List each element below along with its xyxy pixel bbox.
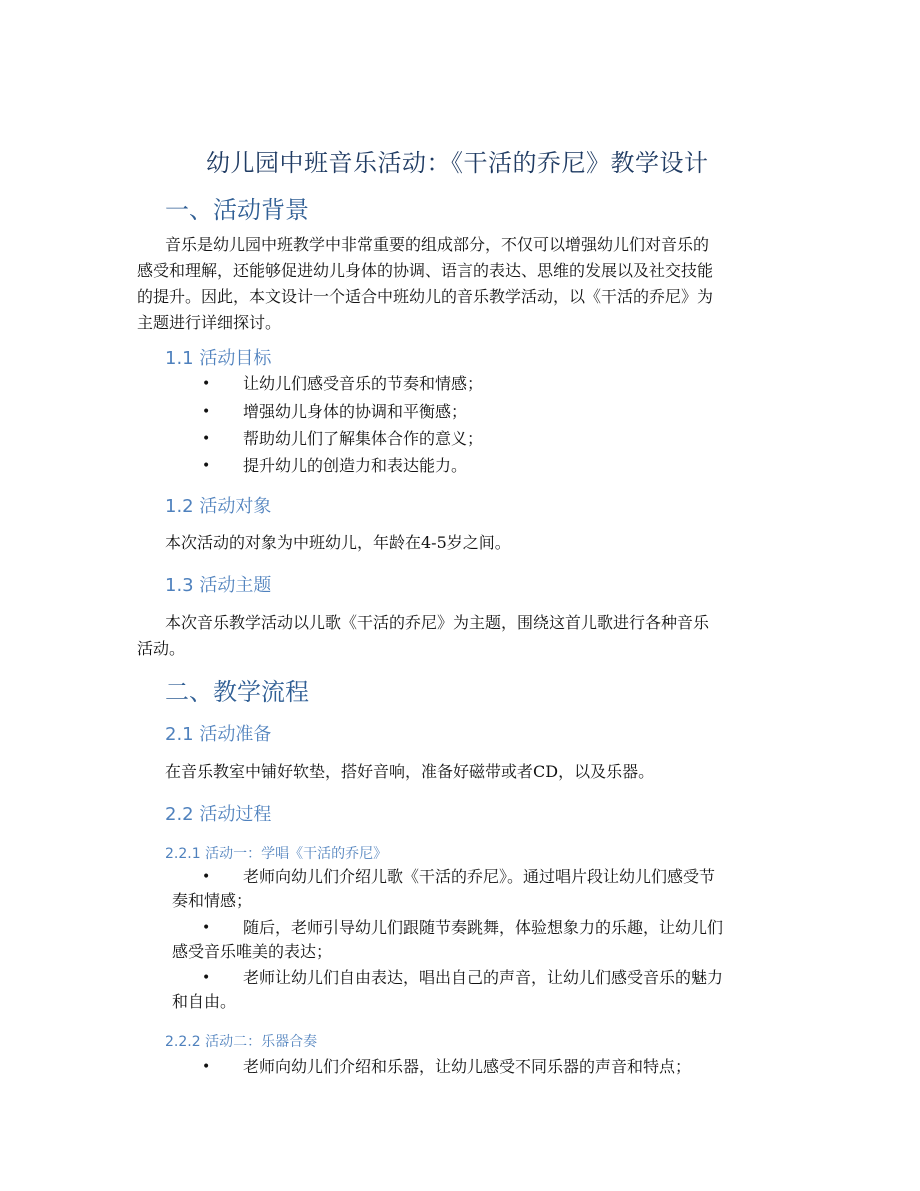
list-item-line: 感受音乐唯美的表达；	[172, 942, 333, 961]
list-item: 老师向幼儿们介绍和乐器，让幼儿感受不同乐器的声音和特点；	[243, 1057, 692, 1076]
list-item-line: 随后，老师引导幼儿们跟随节奏跳舞，体验想象力的乐趣，让幼儿们	[243, 918, 724, 937]
bullet-icon: •	[202, 1059, 211, 1075]
section-1-heading: 一、活动背景	[165, 196, 309, 224]
paragraph-line: 活动。	[137, 639, 186, 658]
subsection-2-2-heading: 2.2 活动过程	[165, 804, 272, 825]
subsection-1-1-heading: 1.1 活动目标	[165, 348, 272, 369]
list-item-line: 和自由。	[172, 992, 237, 1011]
bullet-icon: •	[202, 431, 211, 447]
paragraph-line: 本次活动的对象为中班幼儿，年龄在4-5岁之间。	[165, 533, 511, 552]
subsection-2-1-heading: 2.1 活动准备	[165, 724, 272, 745]
list-item: 提升幼儿的创造力和表达能力。	[243, 456, 468, 475]
bullet-icon: •	[202, 376, 211, 392]
bullet-icon: •	[202, 869, 211, 885]
paragraph-line: 在音乐教室中铺好软垫，搭好音响，准备好磁带或者CD，以及乐器。	[165, 762, 655, 781]
bullet-icon: •	[202, 920, 211, 936]
paragraph-line: 主题进行详细探讨。	[137, 313, 282, 332]
document-title: 幼儿园中班音乐活动：《干活的乔尼》教学设计	[206, 149, 709, 177]
paragraph-line: 音乐是幼儿园中班教学中非常重要的组成部分，不仅可以增强幼儿们对音乐的	[165, 235, 710, 254]
bullet-icon: •	[202, 970, 211, 986]
subsection-1-3-heading: 1.3 活动主题	[165, 575, 272, 596]
paragraph-line: 感受和理解，还能够促进幼儿身体的协调、语言的表达、思维的发展以及社交技能	[137, 261, 714, 280]
paragraph-line: 本次音乐教学活动以儿歌《干活的乔尼》为主题，围绕这首儿歌进行各种音乐	[165, 613, 710, 632]
list-item-line: 奏和情感；	[172, 891, 253, 910]
subsection-1-2-heading: 1.2 活动对象	[165, 496, 272, 517]
list-item-line: 老师向幼儿们介绍儿歌《干活的乔尼》。通过唱片段让幼儿们感受节	[243, 867, 716, 886]
subsection-2-2-1-heading: 2.2.1 活动一：学唱《干活的乔尼》	[165, 846, 388, 862]
bullet-icon: •	[202, 404, 211, 420]
subsection-2-2-2-heading: 2.2.2 活动二：乐器合奏	[165, 1034, 318, 1050]
bullet-icon: •	[202, 458, 211, 474]
paragraph-line: 的提升。因此，本文设计一个适合中班幼儿的音乐教学活动，以《干活的乔尼》为	[137, 287, 714, 306]
section-2-heading: 二、教学流程	[165, 678, 309, 706]
list-item: 让幼儿们感受音乐的节奏和情感；	[243, 374, 484, 393]
list-item-line: 老师让幼儿们自由表达，唱出自己的声音，让幼儿们感受音乐的魅力	[243, 968, 724, 987]
list-item: 增强幼儿身体的协调和平衡感；	[243, 402, 468, 421]
list-item: 帮助幼儿们了解集体合作的意义；	[243, 429, 484, 448]
